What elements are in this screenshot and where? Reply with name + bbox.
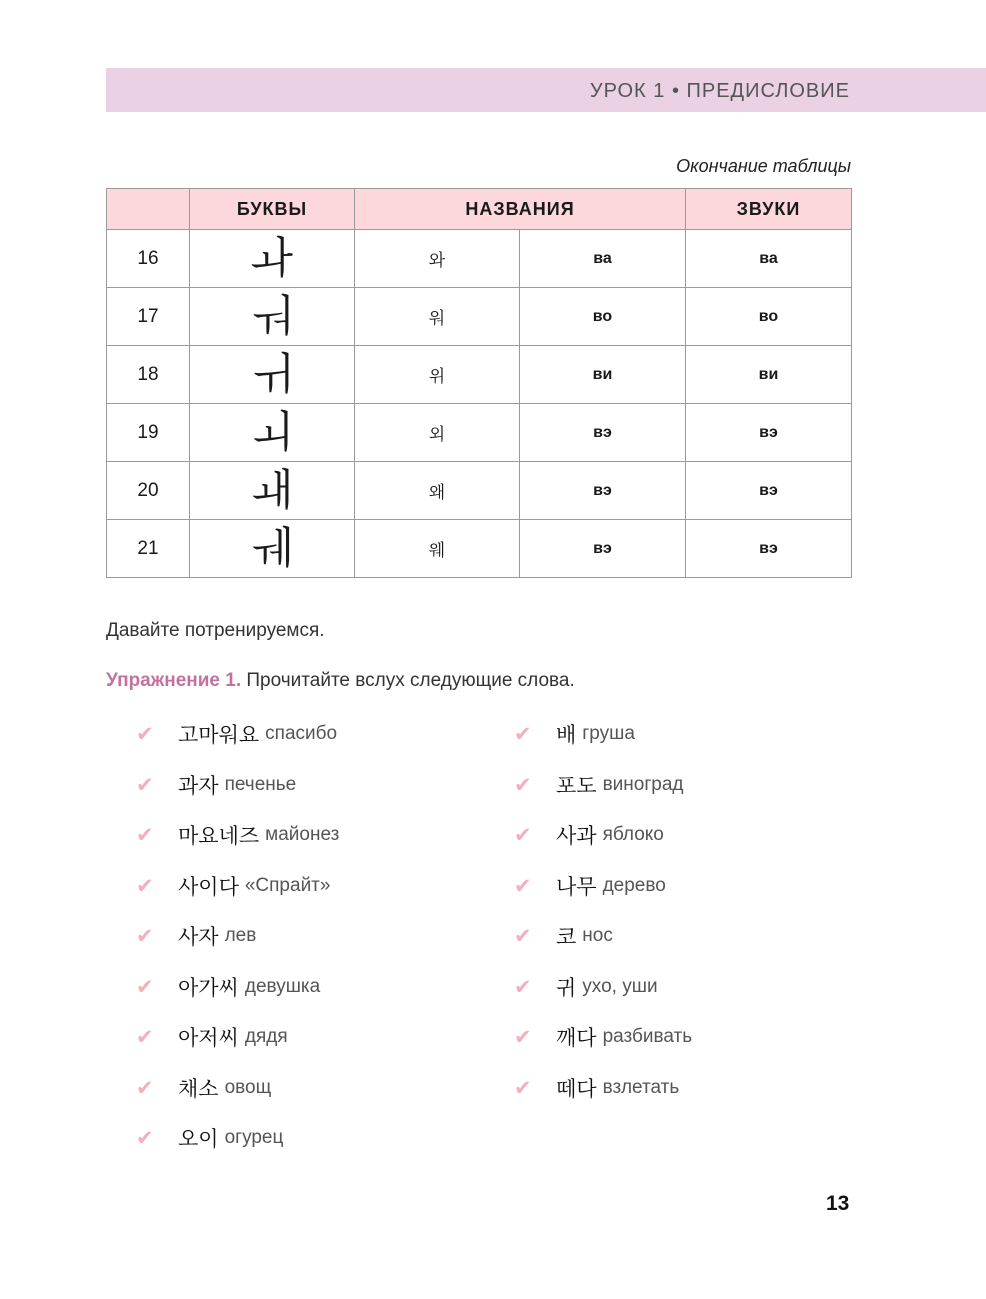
checkmark-icon: ✔ — [136, 974, 154, 999]
list-item — [136, 760, 496, 811]
column-header-sounds: ЗВУКИ — [686, 189, 852, 230]
checkmark-icon: ✔ — [136, 1075, 154, 1100]
word-korean: 채소 — [178, 1076, 219, 1101]
row-number: 17 — [107, 288, 190, 346]
letter-name-korean: 왜 — [355, 462, 520, 520]
row-number: 19 — [107, 404, 190, 462]
row-number: 18 — [107, 346, 190, 404]
letter-sound: ви — [686, 346, 852, 404]
word-translation: девушка — [244, 975, 321, 997]
column-header-names: НАЗВАНИЯ — [355, 189, 686, 230]
word-translation: яблоко — [602, 824, 664, 846]
word-korean: 오이 — [178, 1127, 219, 1152]
word-korean: 배 — [556, 723, 577, 748]
word-translation: взлетать — [602, 1076, 680, 1098]
word-list-left — [136, 709, 496, 1164]
word-translation: овощ — [224, 1076, 272, 1098]
checkmark-icon: ✔ — [514, 924, 532, 949]
letter-name-korean: 와 — [355, 230, 520, 288]
list-item — [136, 911, 496, 962]
letter-sound: во — [686, 288, 852, 346]
word-translation: «Спрайт» — [244, 874, 331, 896]
word-korean: 코 — [556, 925, 577, 950]
header-band — [106, 68, 986, 112]
letter-name-korean: 웨 — [355, 520, 520, 578]
checkmark-icon: ✔ — [514, 873, 532, 898]
letter-name-korean: 외 — [355, 404, 520, 462]
letter-name-russian: вэ — [520, 520, 686, 578]
letter-name-russian: ва — [520, 230, 686, 288]
list-item — [514, 709, 874, 760]
letter-glyph: ㅟ — [190, 346, 355, 404]
checkmark-icon: ✔ — [514, 722, 532, 747]
letter-glyph: ㅘ — [190, 230, 355, 288]
word-korean: 귀 — [556, 975, 577, 1000]
list-item — [514, 1012, 874, 1063]
word-translation: спасибо — [265, 723, 338, 745]
letter-glyph: ㅚ — [190, 404, 355, 462]
word-korean: 사자 — [178, 925, 219, 950]
word-translation: нос — [582, 925, 613, 947]
exercise-instruction: Прочитайте вслух следующие слова. — [241, 670, 575, 691]
letter-name-korean: 워 — [355, 288, 520, 346]
word-korean: 포도 — [556, 773, 597, 798]
word-translation: дядя — [244, 1026, 288, 1048]
word-translation: огурец — [224, 1127, 284, 1149]
table-row — [107, 404, 852, 462]
letter-sound: ва — [686, 230, 852, 288]
word-korean: 사과 — [556, 824, 597, 849]
list-item — [136, 1012, 496, 1063]
word-korean: 사이다 — [178, 874, 239, 899]
letters-table — [106, 188, 852, 578]
table-row — [107, 288, 852, 346]
checkmark-icon: ✔ — [136, 1126, 154, 1151]
row-number: 20 — [107, 462, 190, 520]
word-korean: 나무 — [556, 874, 597, 899]
word-translation: виноград — [602, 773, 684, 795]
list-item — [136, 1063, 496, 1114]
intro-text: Давайте потренируемся. — [106, 620, 325, 641]
word-translation: дерево — [602, 874, 666, 896]
list-item — [514, 861, 874, 912]
word-korean: 아저씨 — [178, 1026, 239, 1051]
checkmark-icon: ✔ — [136, 1025, 154, 1050]
exercise-label: Упражнение 1. — [106, 670, 242, 691]
table-row — [107, 462, 852, 520]
exercise-heading — [106, 670, 575, 692]
column-header-blank — [107, 189, 190, 230]
word-translation: печенье — [224, 773, 297, 795]
letter-name-russian: вэ — [520, 404, 686, 462]
list-item — [136, 1113, 496, 1164]
letter-glyph: ㅞ — [190, 520, 355, 578]
word-translation: лев — [224, 925, 257, 947]
checkmark-icon: ✔ — [514, 823, 532, 848]
checkmark-icon: ✔ — [136, 823, 154, 848]
list-item — [136, 709, 496, 760]
word-korean: 떼다 — [556, 1076, 597, 1101]
row-number: 16 — [107, 230, 190, 288]
letter-glyph: ㅝ — [190, 288, 355, 346]
header-title: УРОК 1 • ПРЕДИСЛОВИЕ — [589, 80, 850, 102]
list-item — [514, 760, 874, 811]
word-korean: 아가씨 — [178, 975, 239, 1000]
checkmark-icon: ✔ — [136, 924, 154, 949]
table-row — [107, 230, 852, 288]
word-korean: 마요네즈 — [178, 824, 260, 849]
page-number: 13 — [826, 1192, 850, 1215]
list-item — [136, 810, 496, 861]
table-row — [107, 520, 852, 578]
list-item — [136, 962, 496, 1013]
list-item — [514, 962, 874, 1013]
word-translation: разбивать — [602, 1026, 693, 1048]
table-caption: Окончание таблицы — [676, 156, 851, 176]
list-item — [514, 810, 874, 861]
list-item — [136, 861, 496, 912]
list-item — [514, 1063, 874, 1114]
checkmark-icon: ✔ — [136, 772, 154, 797]
letter-name-russian: ви — [520, 346, 686, 404]
table-row — [107, 346, 852, 404]
word-translation: ухо, уши — [582, 975, 658, 997]
table-header-row — [107, 189, 852, 230]
letter-name-russian: во — [520, 288, 686, 346]
word-translation: груша — [582, 723, 635, 745]
word-korean: 깨다 — [556, 1026, 597, 1051]
word-list-right — [514, 709, 874, 1113]
row-number: 21 — [107, 520, 190, 578]
word-korean: 과자 — [178, 773, 219, 798]
letter-glyph: ㅙ — [190, 462, 355, 520]
checkmark-icon: ✔ — [514, 974, 532, 999]
checkmark-icon: ✔ — [514, 1075, 532, 1100]
letter-sound: вэ — [686, 404, 852, 462]
column-header-letters: БУКВЫ — [190, 189, 355, 230]
letter-name-russian: вэ — [520, 462, 686, 520]
letter-name-korean: 위 — [355, 346, 520, 404]
word-translation: майонез — [265, 824, 340, 846]
word-korean: 고마워요 — [178, 723, 260, 748]
checkmark-icon: ✔ — [136, 873, 154, 898]
checkmark-icon: ✔ — [514, 1025, 532, 1050]
checkmark-icon: ✔ — [514, 772, 532, 797]
letter-sound: вэ — [686, 520, 852, 578]
list-item — [514, 911, 874, 962]
checkmark-icon: ✔ — [136, 722, 154, 747]
letter-sound: вэ — [686, 462, 852, 520]
